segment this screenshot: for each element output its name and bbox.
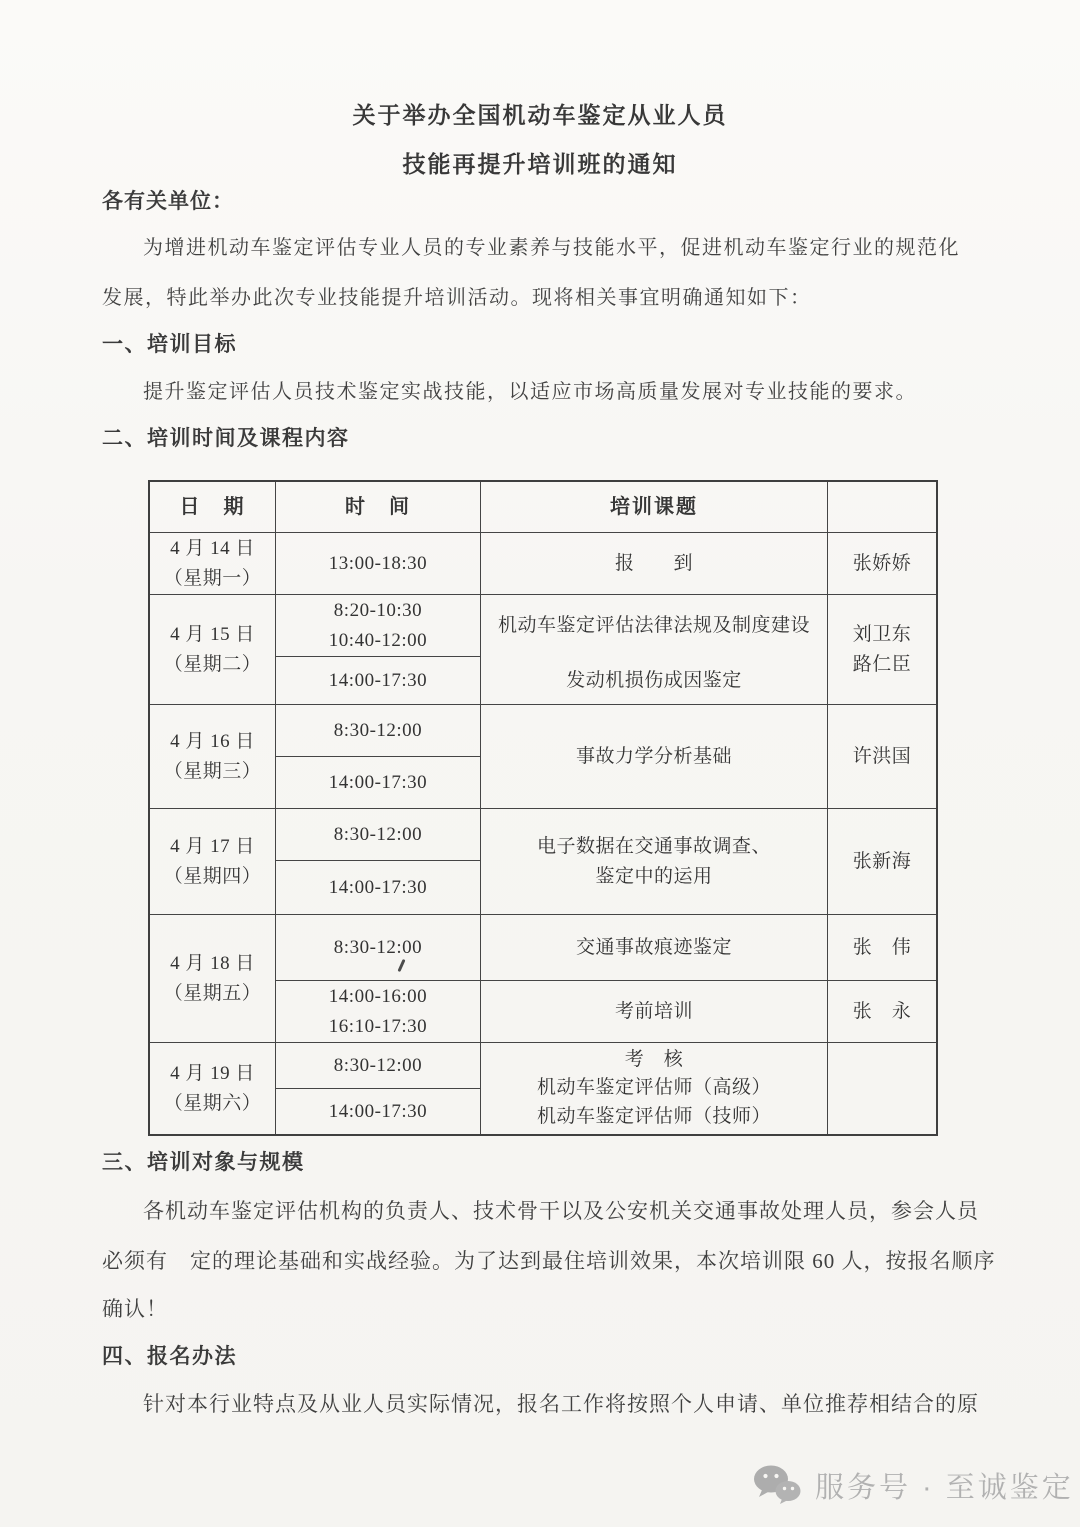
section4-line1: 针对本行业特点及从业人员实际情况，报名工作将按照个人申请、单位推荐相结合的原 (143, 1392, 979, 1416)
instructor-text: 路仁臣 (852, 653, 912, 675)
date-text: 4 月 14 日 (170, 538, 255, 560)
table-row2-instructors (827, 594, 936, 704)
date-text: 4 月 18 日 (170, 953, 255, 975)
table-row5-topic-afternoon: 考前培训 (480, 980, 827, 1042)
date-text: 4 月 17 日 (170, 836, 255, 858)
table-row2-topics (480, 594, 827, 704)
table-header-date: 日 期 (179, 495, 246, 518)
intro-paragraph-line1: 为增进机动车鉴定评估专业人员的专业素养与技能水平，促进机动车鉴定行业的规范化 (143, 237, 960, 259)
time-text: 14:00-16:00 (328, 986, 428, 1008)
table-row6-time-morning: 8:30-12:00 (275, 1042, 480, 1088)
table-row3-time-morning: 8:30-12:00 (275, 704, 480, 756)
weekday-text: （星期二） (163, 653, 262, 675)
date-text: 4 月 19 日 (170, 1063, 255, 1085)
time-text: 8:20-10:30 (333, 600, 423, 622)
table-row4-date (150, 808, 275, 914)
intro-paragraph-line2: 发展，特此举办此次专业技能提升培训活动。现将相关事宜明确通知如下： (102, 287, 812, 309)
topic-text: 机动车鉴定评估法律法规及制度建设 (497, 615, 810, 636)
weekday-text: （星期五） (163, 982, 262, 1004)
wechat-icon (752, 1464, 802, 1506)
section1-body: 提升鉴定评估人员技术鉴定实战技能，以适应市场高质量发展对专业技能的要求。 (143, 381, 917, 403)
page-title-line1: 关于举办全国机动车鉴定从业人员 (352, 102, 728, 128)
date-text: 4 月 16 日 (170, 731, 255, 753)
date-text: 4 月 15 日 (170, 624, 255, 646)
weekday-text: （星期一） (163, 567, 262, 589)
table-header-instructor (827, 482, 936, 532)
table-row1-time: 13:00-18:30 (275, 532, 480, 594)
table-row3-instructor: 许洪国 (827, 704, 936, 808)
time-text: 10:40-12:00 (328, 629, 428, 651)
table-row2-date (150, 594, 275, 704)
page-title-line2: 技能再提升培训班的通知 (402, 151, 678, 177)
table-row5-topic-morning: 交通事故痕迹鉴定 (480, 914, 827, 980)
section2-heading: 二、培训时间及课程内容 (102, 427, 350, 450)
table-row1-instructor: 张娇娇 (827, 532, 936, 594)
table-row2-time-morning (275, 594, 480, 656)
table-row6-date (150, 1042, 275, 1134)
table-row6-topic (480, 1042, 827, 1134)
watermark-text: 服务号 · 至诚鉴定 (815, 1471, 1074, 1504)
table-row4-time-morning: 8:30-12:00 (275, 808, 480, 860)
topic-text: 考 核 (624, 1048, 684, 1070)
section3-line1: 各机动车鉴定评估机构的负责人、技术骨干以及公安机关交通事故处理人员，参会人员 (143, 1199, 979, 1223)
weekday-text: （星期四） (163, 865, 262, 887)
topic-text: 机动车鉴定评估师（高级） (536, 1077, 771, 1099)
section3-heading: 三、培训对象与规模 (102, 1151, 305, 1174)
watermark (752, 1464, 1074, 1506)
table-row3-date (150, 704, 275, 808)
salutation: 各有关单位： (102, 190, 234, 213)
table-header-time: 时 间 (275, 482, 480, 532)
section3-line3: 确认！ (102, 1297, 168, 1321)
table-row2-time-afternoon: 14:00-17:30 (275, 656, 480, 704)
table-row3-topic: 事故力学分析基础 (480, 704, 827, 808)
topic-text: 电子数据在交通事故调查、 (536, 836, 771, 858)
weekday-text: （星期三） (163, 760, 262, 782)
table-row3-time-afternoon: 14:00-17:30 (275, 756, 480, 808)
table-row5-instructor-afternoon: 张 永 (827, 980, 936, 1042)
section3-line2: 必须有 定的理论基础和实战经验。为了达到最住培训效果，本次培训限 60 人，按报名顺序 (102, 1249, 996, 1273)
table-row1-topic: 报 到 (480, 532, 827, 594)
instructor-text: 刘卫东 (852, 624, 912, 646)
table-row5-time-afternoon (275, 980, 480, 1042)
table-row4-time-afternoon: 14:00-17:30 (275, 860, 480, 914)
topic-text: 鉴定中的运用 (595, 865, 713, 887)
table-row5-time-morning: 8:30-12:00 (275, 914, 480, 980)
topic-text: 发动机损伤成因鉴定 (566, 669, 742, 691)
time-text: 16:10-17:30 (328, 1015, 428, 1037)
topic-text: 机动车鉴定评估师（技师） (536, 1105, 771, 1127)
table-row5-instructor-morning: 张 伟 (827, 914, 936, 980)
table-row4-instructor: 张新海 (827, 808, 936, 914)
training-schedule-table (148, 480, 938, 1136)
section1-heading: 一、培训目标 (102, 333, 237, 356)
table-row6-time-afternoon: 14:00-17:30 (275, 1088, 480, 1134)
section4-heading: 四、报名办法 (102, 1345, 237, 1368)
table-header-topic: 培训课题 (480, 482, 827, 532)
table-row6-instructor (827, 1042, 936, 1134)
table-row1-date (150, 532, 275, 594)
table-row5-date (150, 914, 275, 1042)
table-row4-topic (480, 808, 827, 914)
weekday-text: （星期六） (163, 1092, 262, 1114)
